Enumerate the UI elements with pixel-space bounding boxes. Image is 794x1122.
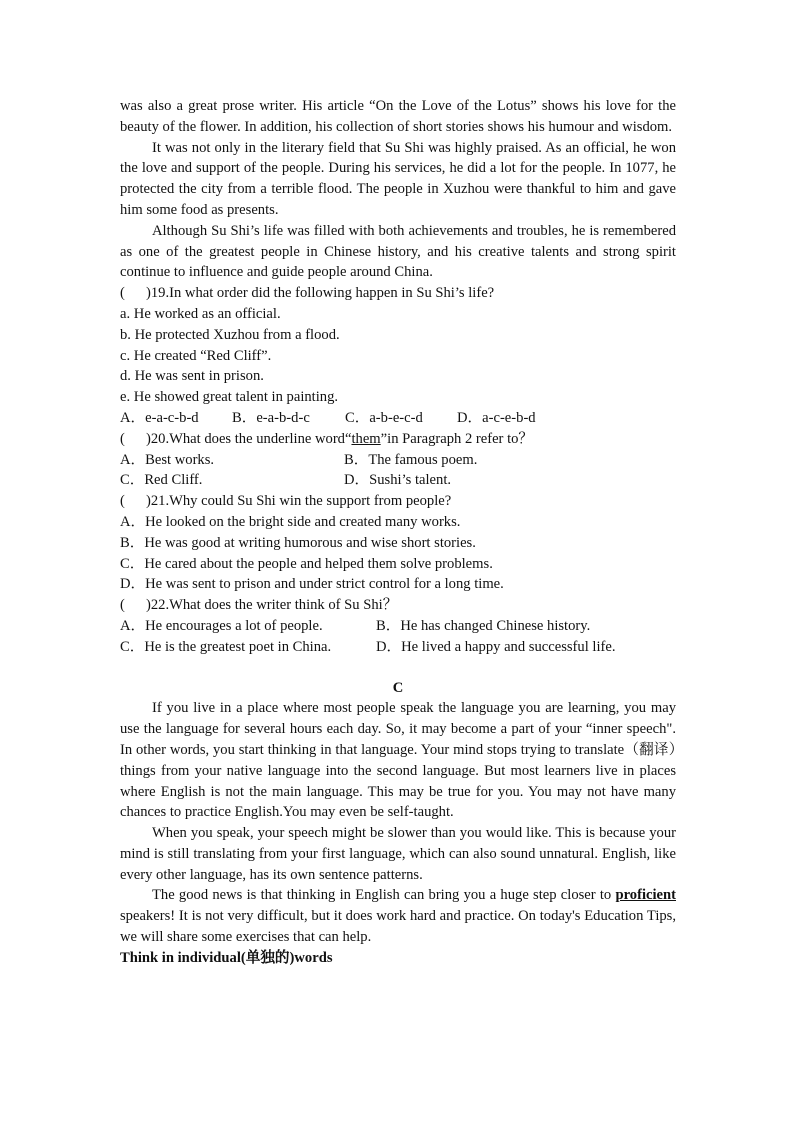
passage-c-paragraph-1: If you live in a place where most people speak the language you are learning, you may use the language for several hours each day. So, it may become a part of your “inner speech". In other words, you start thinking in that language. Your mind stops trying to translate（翻译）things from your native language into the second language. But most learners live in places where English is not the main language. This may be true for you. You may not have many chances to practice English.You may even be self-taught. <box>120 700 676 821</box>
passage-b-paragraph-3: Although Su Shi’s life was filled with both achievements and troubles, he is remembered as one of the greatest people in Chinese history, and his creative talents and strong spirit continue to influence and guide people around China. <box>120 222 676 281</box>
question-20 <box>120 429 676 450</box>
question-20-text-after: ”in Paragraph 2 refer to？ <box>380 430 534 447</box>
option-b[interactable]: B．The famous poem. <box>344 451 478 468</box>
answer-blank[interactable]: ( <box>120 285 125 302</box>
q19-item-b: b. He protected Xuzhou from a flood. <box>120 326 340 343</box>
option-c[interactable]: C．a-b-e-c-d <box>345 409 423 426</box>
answer-blank[interactable]: ( <box>120 493 125 510</box>
answer-blank[interactable]: ( <box>120 597 125 614</box>
question-22 <box>120 595 676 616</box>
question-21-text: )21.Why could Su Shi win the support from people? <box>146 493 452 510</box>
passage-b-paragraph-2: It was not only in the literary field that Su Shi was highly praised. As an official, he won the love and support of the people. During his services, he did a lot for the people. In 1077, he protected the city from a terrible flood. The people in Xuzhou were thankful to him and gave him some food as presents. <box>120 139 676 218</box>
p3-text-after: speakers! It is not very difficult, but it does work hard and practice. On today's Education Tips, we will share some exercises that can help. <box>120 908 676 946</box>
q19-item-e: e. He showed great talent in painting. <box>120 389 339 406</box>
option-a[interactable]: A．e-a-c-b-d <box>120 409 199 426</box>
subheading: Think in individual(单独的)words <box>120 949 333 966</box>
option-c[interactable]: C．Red Cliff. <box>120 472 203 489</box>
question-21 <box>120 491 676 512</box>
option-d[interactable]: D．a-c-e-b-d <box>457 409 536 426</box>
option-b[interactable]: B．He was good at writing humorous and wise short stories. <box>120 534 476 551</box>
passage-c-paragraph-3 <box>120 885 676 947</box>
option-b[interactable]: B．He has changed Chinese history. <box>376 617 591 634</box>
option-a[interactable]: A．He looked on the bright side and created many works. <box>120 513 461 530</box>
passage-c-paragraph-2: When you speak, your speech might be slower than you would like. This is because your mind is still translating from your first language, which can also sound unnatural. English, like every other language, has its own sentence patterns. <box>120 825 676 883</box>
p3-text-before: The good news is that thinking in English can bring you a huge step closer to <box>152 887 616 904</box>
answer-blank[interactable]: ( <box>120 430 125 447</box>
question-20-text-before: )20.What does the underline word“ <box>146 430 352 447</box>
option-a[interactable]: A．Best works. <box>120 451 215 468</box>
question-19 <box>120 283 676 304</box>
option-d[interactable]: D．He was sent to prison and under strict control for a long time. <box>120 576 504 593</box>
q20-options-row-2 <box>120 470 676 491</box>
option-b[interactable]: B．e-a-b-d-c <box>232 409 310 426</box>
section-heading-c: C <box>392 679 404 696</box>
option-d[interactable]: D．Sushi’s talent. <box>344 472 452 489</box>
q19-item-c: c. He created “Red Cliff”. <box>120 347 272 364</box>
question-22-text: )22.What does the writer think of Su Shi？ <box>146 597 398 614</box>
q19-item-a: a. He worked as an official. <box>120 305 281 322</box>
option-c[interactable]: C．He is the greatest poet in China. <box>120 638 332 655</box>
passage-b-paragraph-1: was also a great prose writer. His article “On the Love of the Lotus” shows his love for the beauty of the flower. In addition, his collection of short stories shows his humour and wisdom. <box>120 98 676 135</box>
option-a[interactable]: A．He encourages a lot of people. <box>120 617 323 634</box>
exam-page <box>120 96 676 969</box>
q22-options-row-2 <box>120 637 676 658</box>
option-d[interactable]: D．He lived a happy and successful life. <box>376 638 616 655</box>
question-19-text: )19.In what order did the following happen in Su Shi’s life? <box>146 285 495 302</box>
q19-item-d: d. He was sent in prison. <box>120 368 264 385</box>
q22-options-row-1 <box>120 616 676 637</box>
q19-options <box>120 408 676 429</box>
underlined-word: them <box>351 430 381 447</box>
q20-options-row-1 <box>120 450 676 471</box>
option-c[interactable]: C．He cared about the people and helped them solve problems. <box>120 555 493 572</box>
highlighted-word: proficient <box>615 887 676 904</box>
